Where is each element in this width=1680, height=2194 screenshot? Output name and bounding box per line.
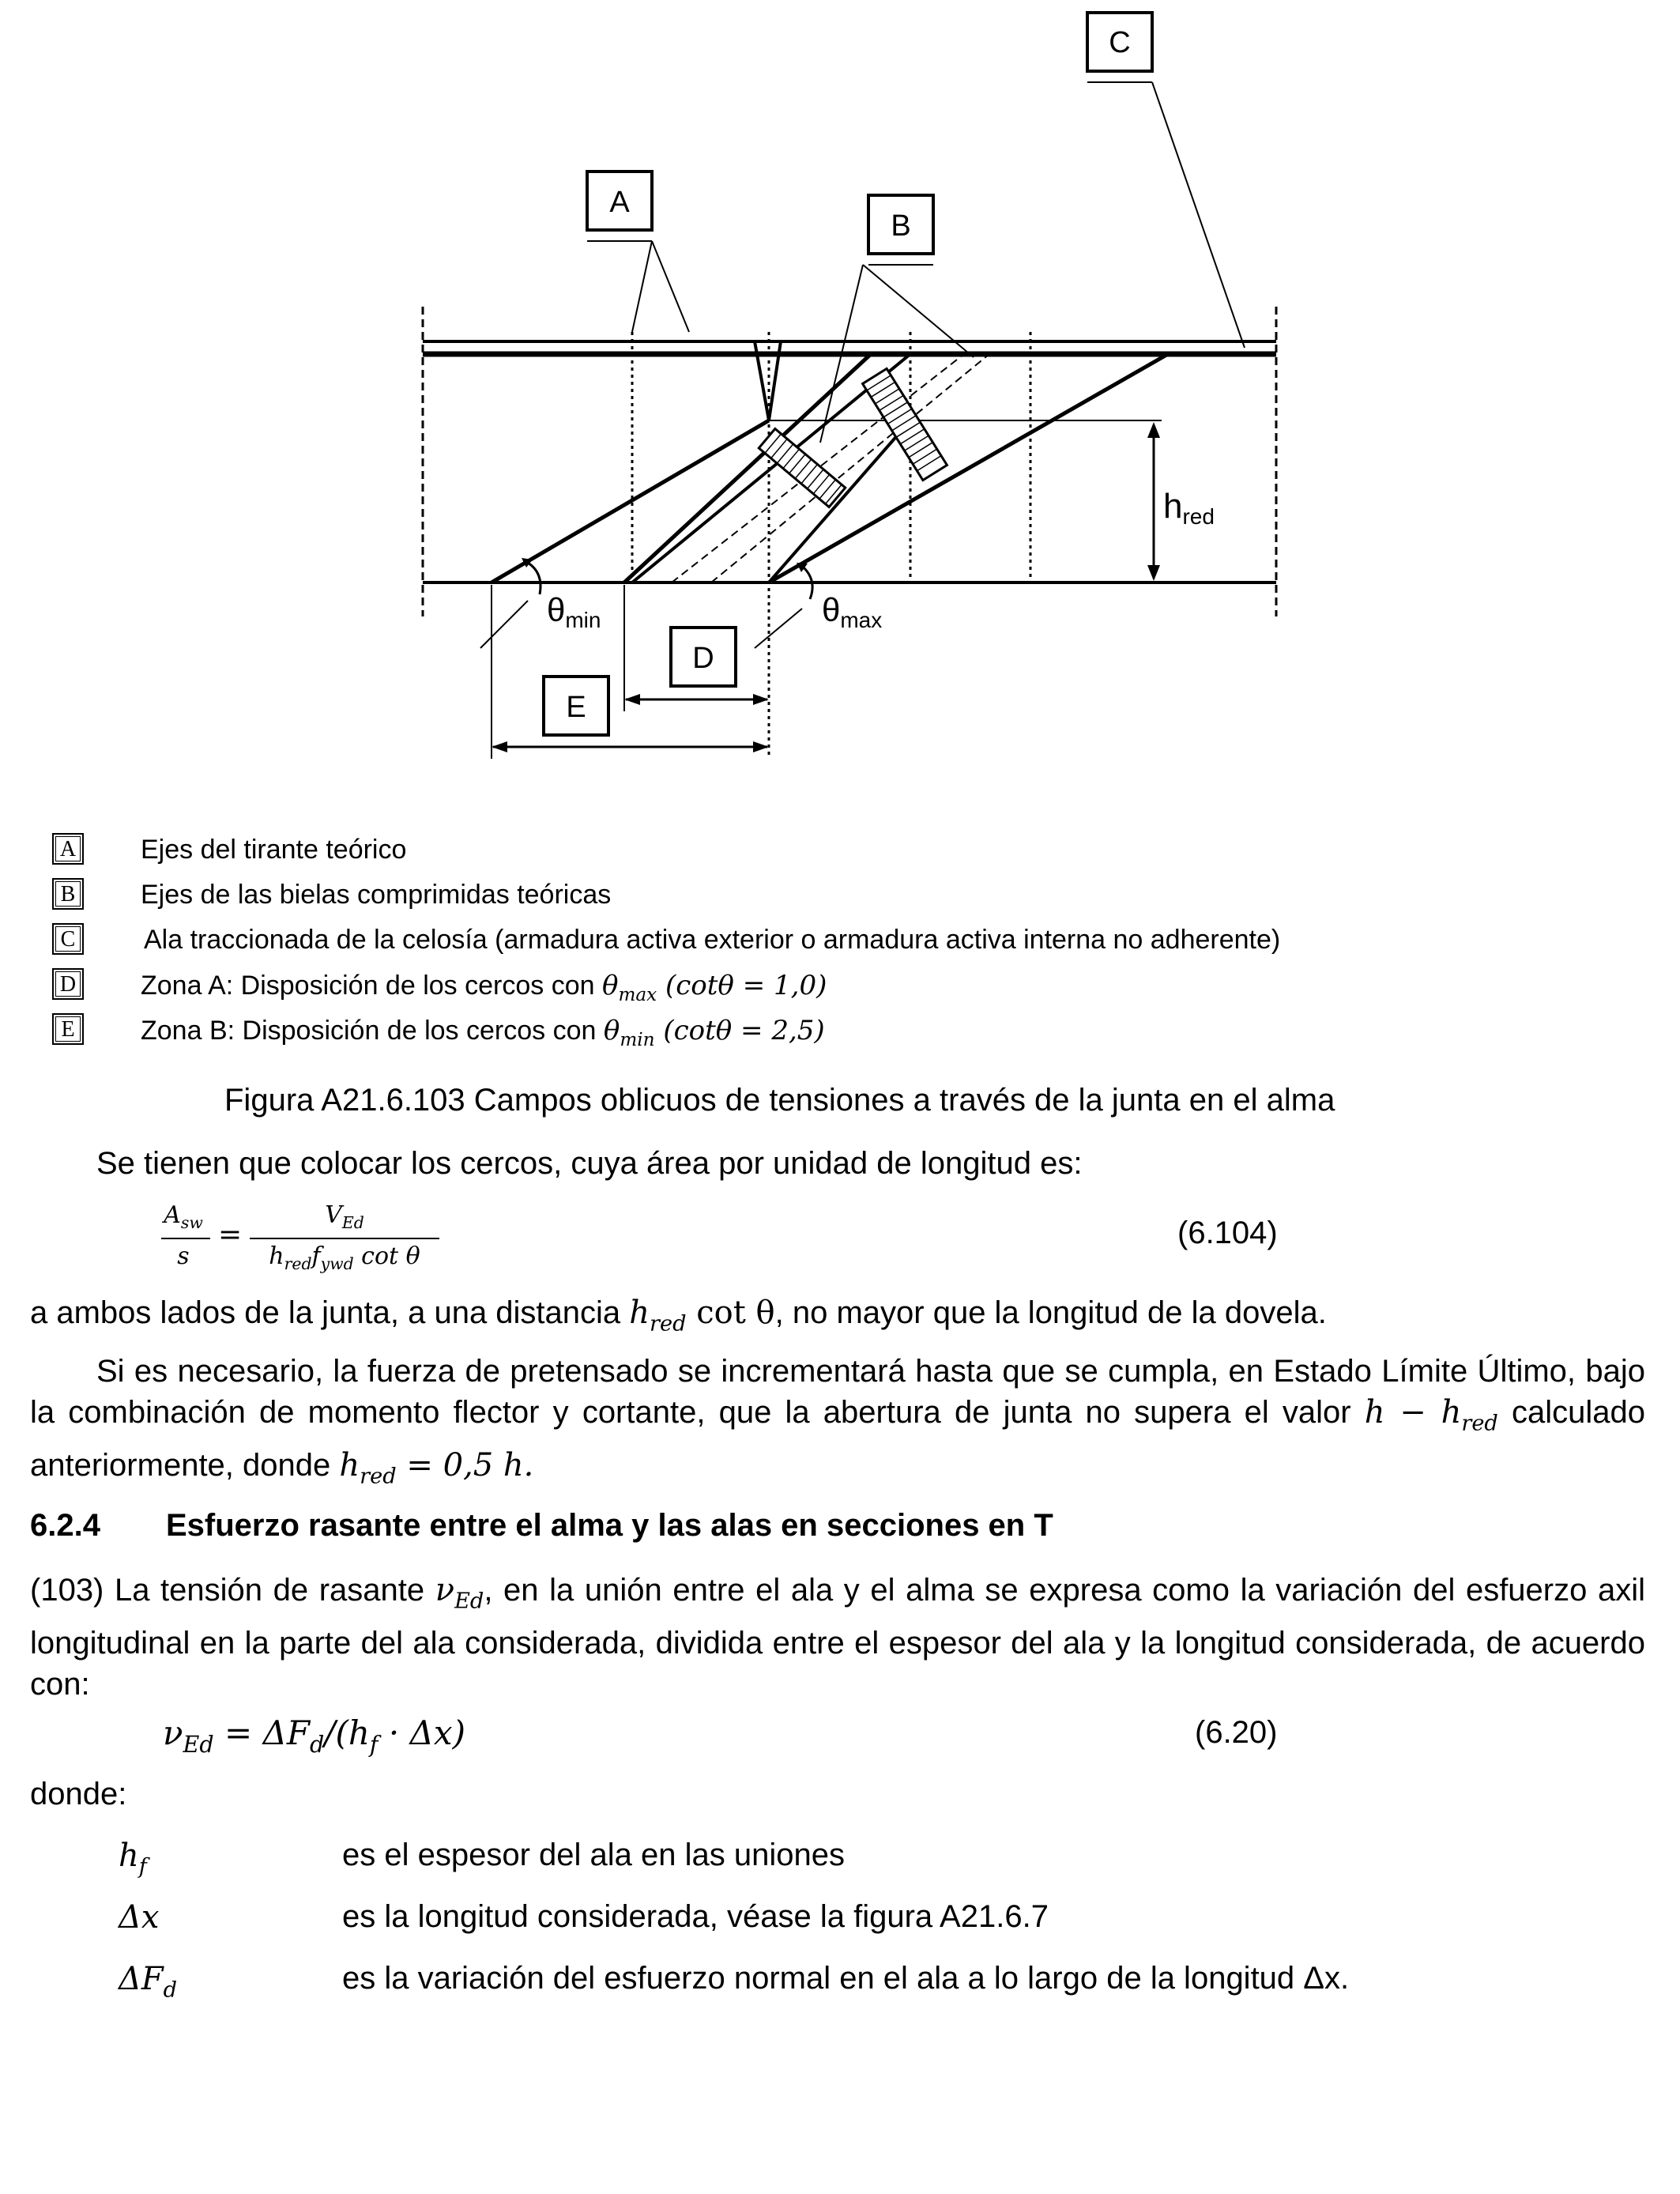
- svg-text:B: B: [891, 209, 911, 243]
- paragraph-103: (103) La tensión de rasante $\nu_{Ed}$, en la unión entre el ala y el alma se expresa como la variación del esfuerzo axil longitudinal en la parte del ala considerada, dividida entre el espesor del ala y la longitud considerada, de acuerdo con:: [30, 1572, 1645, 1702]
- legend-text-b: Ejes de las bielas comprimidas teóricas: [141, 880, 612, 910]
- svg-text:A: A: [609, 186, 630, 219]
- legend-item-a: [52, 830, 1554, 875]
- label-box-d: [671, 628, 736, 686]
- eq-lhs-denominator: s: [177, 1242, 190, 1270]
- figure-legend: [52, 830, 1554, 1055]
- legend-text-c: Ala traccionada de la celosía (armadura activa exterior o armadura activa interna no adherente): [144, 925, 1281, 955]
- equation-number-6-20: (6.20): [1195, 1715, 1278, 1750]
- legend-text-a: Ejes del tirante teórico: [141, 835, 407, 865]
- legend-item-d: [52, 965, 1554, 1010]
- legend-text-e: Zona B: Disposición de los cercos con $\theta_{min}$ (cotθ = 2,5): [141, 1015, 825, 1051]
- label-box-a: [587, 172, 689, 332]
- legend-key-e: E: [52, 1013, 84, 1045]
- svg-text:C: C: [1109, 26, 1131, 59]
- equation-number-6-104: (6.104): [1177, 1216, 1278, 1250]
- legend-item-c: [52, 920, 1554, 965]
- eq-rhs-numerator: $V_{Ed}$: [325, 1201, 364, 1233]
- paragraph-pretensado: Si es necesario, la fuerza de pretensado se incrementará hasta que se cumpla, en Estado Límite Último, bajo la combinación de momento flector y cortante, que la abertura de junta no supera el valor $h - h_{red}$ calculado anteriormente, donde $h_{red} = 0,5$ h.: [30, 1354, 1646, 1489]
- label-box-c: [1087, 13, 1245, 348]
- equation-6-104: [161, 1201, 446, 1280]
- equation-6-20: $\nu_{Ed} = \Delta F_d/(h_f \cdot \Delta x)$: [163, 1713, 465, 1758]
- eq-lhs-numerator: $A_{sw}$: [164, 1201, 203, 1233]
- paragraph-ambos-lados: a ambos lados de la junta, a una distancia $h_{red}$ cot θ, no mayor que la longitud de la dovela.: [30, 1295, 1327, 1336]
- eq-rhs-denominator: $h_{red}f_{ywd}$ cot θ: [269, 1242, 420, 1274]
- eq-equals: =: [218, 1219, 243, 1251]
- legend-text-d: Zona A: Disposición de los cercos con $\theta_{max}$ (cotθ = 1,0): [141, 970, 827, 1006]
- theta-max-label: θmax: [822, 591, 883, 632]
- intro-paragraph: Se tienen que colocar los cercos, cuya área por unidad de longitud es:: [96, 1146, 1083, 1181]
- section-heading: [30, 1508, 1053, 1544]
- label-box-e: [544, 677, 608, 735]
- legend-key-b: B: [52, 878, 84, 910]
- strut-min: [492, 420, 769, 582]
- legend-item-e: [52, 1010, 1554, 1055]
- section-number: 6.2.4: [30, 1508, 100, 1543]
- donde-label: donde:: [30, 1777, 127, 1811]
- definition-text-hf: es el espesor del ala en las uniones: [342, 1838, 845, 1872]
- svg-text:E: E: [566, 691, 586, 724]
- strut-axis-2: [711, 354, 989, 582]
- strut-2: [769, 354, 1168, 582]
- legend-key-c: C: [52, 923, 84, 955]
- section-title: Esfuerzo rasante entre el alma y las alas en secciones en T: [166, 1508, 1053, 1543]
- definition-symbol-dfd: $\Delta F_d$: [119, 1961, 178, 2003]
- definition-symbol-hf: $h_f$: [119, 1838, 147, 1879]
- legend-item-b: [52, 875, 1554, 920]
- strut-tie-figure: [395, 0, 1343, 775]
- definition-text-dx: es la longitud considerada, véase la figura A21.6.7: [342, 1899, 1049, 1934]
- figure-caption: Figura A21.6.103 Campos oblicuos de tensiones a través de la junta en el alma: [224, 1083, 1335, 1118]
- svg-text:D: D: [692, 642, 714, 675]
- definition-symbol-dx: Δx: [119, 1899, 160, 1936]
- theta-min-arc: [528, 563, 541, 594]
- h-red-label: hred: [1163, 487, 1215, 529]
- legend-key-a: A: [52, 833, 84, 865]
- definition-text-dfd: es la variación del esfuerzo normal en el ala a lo largo de la longitud Δx.: [342, 1961, 1350, 1996]
- legend-key-d: D: [52, 968, 84, 1000]
- theta-min-label: θmin: [547, 591, 601, 632]
